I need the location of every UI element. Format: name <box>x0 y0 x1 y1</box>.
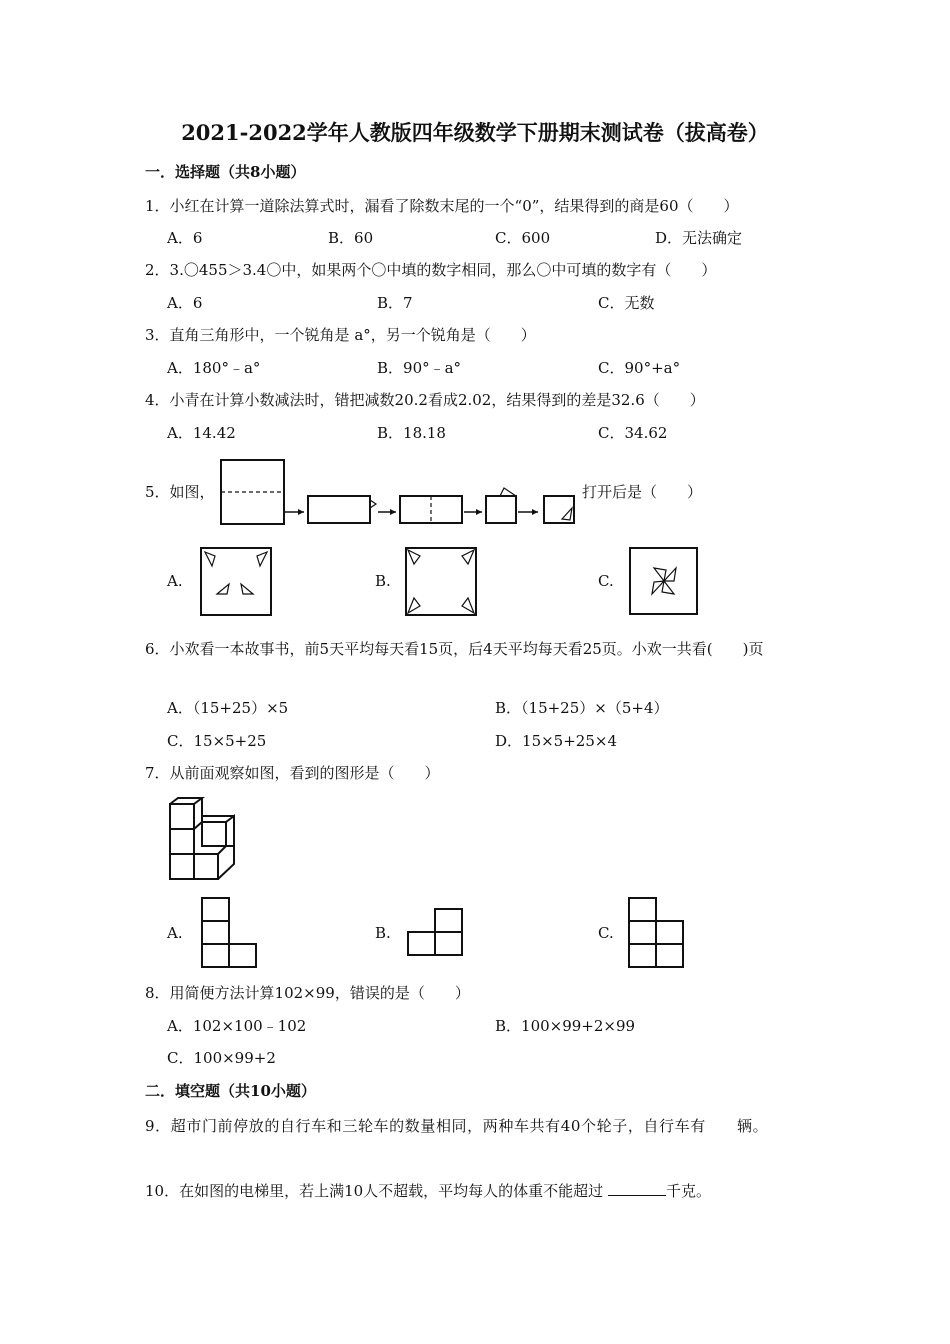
q7-option-a-figure <box>200 896 260 970</box>
q7-option-c-figure <box>627 896 687 970</box>
question-10-suffix: 千克。 <box>665 1182 711 1200</box>
q2-option-b[interactable]: B．7 <box>377 294 413 312</box>
q4-option-c[interactable]: C．34.62 <box>598 424 668 442</box>
q1-option-a[interactable]: A．6 <box>167 229 203 247</box>
q6-option-d[interactable]: D．15×5+25×4 <box>495 732 617 750</box>
q8-option-c[interactable]: C．100×99+2 <box>167 1049 276 1067</box>
q5-option-c[interactable]: C. <box>598 572 614 590</box>
cube-stack-figure <box>168 798 240 882</box>
q7-option-c[interactable]: C. <box>598 924 614 942</box>
q5-option-a[interactable]: A. <box>167 572 183 590</box>
q1-option-d[interactable]: D．无法确定 <box>655 229 743 247</box>
q7-option-b-figure <box>406 907 466 959</box>
q8-option-b[interactable]: B．100×99+2×99 <box>495 1017 636 1035</box>
question-1: 1．小红在计算一道除法算式时，漏看了除数末尾的一个“0”，结果得到的商是60（ ） <box>145 197 739 215</box>
paper-folding-figure <box>212 456 582 536</box>
q4-option-b[interactable]: B．18.18 <box>377 424 446 442</box>
q5-option-a-figure <box>199 546 273 618</box>
q7-option-a[interactable]: A. <box>167 924 183 942</box>
question-5-suffix: 打开后是（ ） <box>582 483 703 501</box>
question-5-prefix: 5．如图， <box>145 483 215 501</box>
question-2: 2．3.〇455＞3.4〇中，如果两个〇中填的数字相同，那么〇中可填的数字有（ ） <box>145 261 717 279</box>
page-title: 2021-2022学年人教版四年级数学下册期末测试卷（拔高卷） <box>181 120 769 145</box>
section-heading-choice: 一．选择题（共8小题） <box>145 163 306 181</box>
q2-option-a[interactable]: A．6 <box>167 294 203 312</box>
question-10 <box>145 1181 711 1201</box>
q3-option-a[interactable]: A．180°﹣a° <box>167 359 261 377</box>
q8-option-a[interactable]: A．102×100﹣102 <box>167 1017 307 1035</box>
question-10-prefix: 10．在如图的电梯里，若上满10人不超载，平均每人的体重不能超过 <box>145 1182 608 1200</box>
q1-option-c[interactable]: C．600 <box>495 229 551 247</box>
q4-option-a[interactable]: A．14.42 <box>167 424 236 442</box>
q2-option-c[interactable]: C．无数 <box>598 294 655 312</box>
q5-option-b[interactable]: B. <box>375 572 391 590</box>
q5-option-c-figure <box>628 546 700 616</box>
q5-option-b-figure <box>404 546 478 618</box>
q7-option-b[interactable]: B. <box>375 924 391 942</box>
q3-option-c[interactable]: C．90°+a° <box>598 359 681 377</box>
section-heading-fill: 二．填空题（共10小题） <box>145 1082 316 1100</box>
question-8: 8．用简便方法计算102×99，错误的是（ ） <box>145 984 470 1002</box>
question-4: 4．小青在计算小数减法时，错把减数20.2看成2.02，结果得到的差是32.6（ ） <box>145 391 705 409</box>
question-9: 9．超市门前停放的自行车和三轮车的数量相同，两种车共有40个轮子，自行车有 辆。 <box>145 1117 769 1135</box>
q3-option-b[interactable]: B．90°﹣a° <box>377 359 462 377</box>
answer-blank[interactable] <box>608 1181 666 1196</box>
question-3: 3．直角三角形中，一个锐角是 a°，另一个锐角是（ ） <box>145 326 536 344</box>
question-6: 6．小欢看一本故事书，前5天平均每天看15页，后4天平均每天看25页。小欢一共看( )页 <box>145 640 764 658</box>
q1-option-b[interactable]: B．60 <box>328 229 374 247</box>
q6-option-b[interactable]: B．（15+25）×（5+4） <box>495 699 669 717</box>
q6-option-c[interactable]: C．15×5+25 <box>167 732 267 750</box>
q6-option-a[interactable]: A．（15+25）×5 <box>167 699 289 717</box>
question-7: 7．从前面观察如图，看到的图形是（ ） <box>145 764 440 782</box>
